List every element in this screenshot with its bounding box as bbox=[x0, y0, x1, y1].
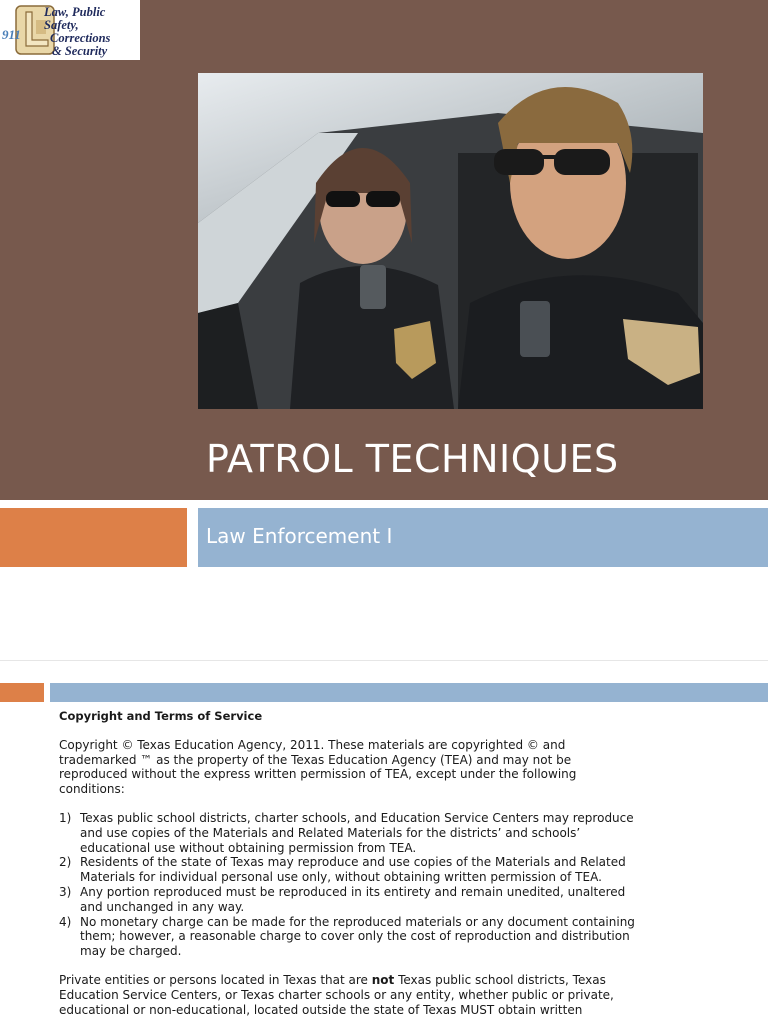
logo-text-line1: Law, Public Safety, bbox=[44, 5, 106, 32]
logo-text-line2: Corrections bbox=[50, 31, 111, 45]
logo-text bbox=[44, 6, 138, 58]
condition-item bbox=[59, 915, 639, 959]
private-text-bold: not bbox=[371, 972, 395, 987]
private-entities-paragraph bbox=[59, 973, 639, 1017]
copyright-slide bbox=[0, 660, 768, 1025]
condition-number: 2) bbox=[59, 855, 72, 870]
logo-text-line3: & Security bbox=[52, 44, 108, 58]
patrol-officers-photo bbox=[198, 73, 703, 409]
conditions-list bbox=[59, 811, 639, 959]
condition-text: No monetary charge can be made for the reproduced materials or any document containing them; however, a reasonable charge to cover only the cost of reproduction and distribution may be charged. bbox=[80, 914, 635, 959]
header-accent-orange bbox=[0, 683, 44, 702]
condition-item bbox=[59, 855, 639, 885]
condition-number: 1) bbox=[59, 810, 72, 825]
copyright-body bbox=[59, 709, 639, 1031]
condition-number: 4) bbox=[59, 914, 72, 929]
condition-number: 3) bbox=[59, 884, 72, 899]
accent-bar-orange bbox=[0, 508, 187, 567]
header-accent-blue bbox=[50, 683, 768, 702]
copyright-heading: Copyright and Terms of Service bbox=[59, 709, 263, 723]
cte-logo bbox=[0, 0, 140, 60]
condition-item bbox=[59, 811, 639, 855]
copyright-intro: Copyright © Texas Education Agency, 2011. These materials are copyrighted © and trademarked ™ as the property of the Texas Education Agency (TEA) and may not be reproduced without the express written permission of TEA, except under the following conditions: bbox=[59, 737, 577, 797]
condition-text: Residents of the state of Texas may reproduce and use copies of the Materials and Related Materials for individual personal use only, without obtaining written permission of TEA. bbox=[80, 855, 626, 885]
condition-item bbox=[59, 885, 639, 915]
private-text-prefix: Private entities or persons located in Texas that are bbox=[59, 972, 372, 987]
condition-text: Texas public school districts, charter schools, and Education Service Centers may reproduce and use copies of the Materials and Related Materials for the districts’ and schools’ educational use without obtaining permission from TEA. bbox=[80, 810, 634, 855]
private-text-suffix: Texas public school districts, Texas Education Service Centers, or Texas charter schools or any entity, whether public or private, educational or non-educational, located outside the state of Texas MUST obtain written bbox=[59, 972, 614, 1017]
condition-text: Any portion reproduced must be reproduced in its entirety and remain unedited, unaltered and unchanged in any way. bbox=[80, 884, 626, 914]
slide-title: PATROL TECHNIQUES bbox=[206, 437, 619, 481]
photo-illustration bbox=[198, 73, 703, 409]
slide-subtitle: Law Enforcement I bbox=[206, 524, 393, 548]
logo-number-mark: 911 bbox=[2, 27, 21, 42]
